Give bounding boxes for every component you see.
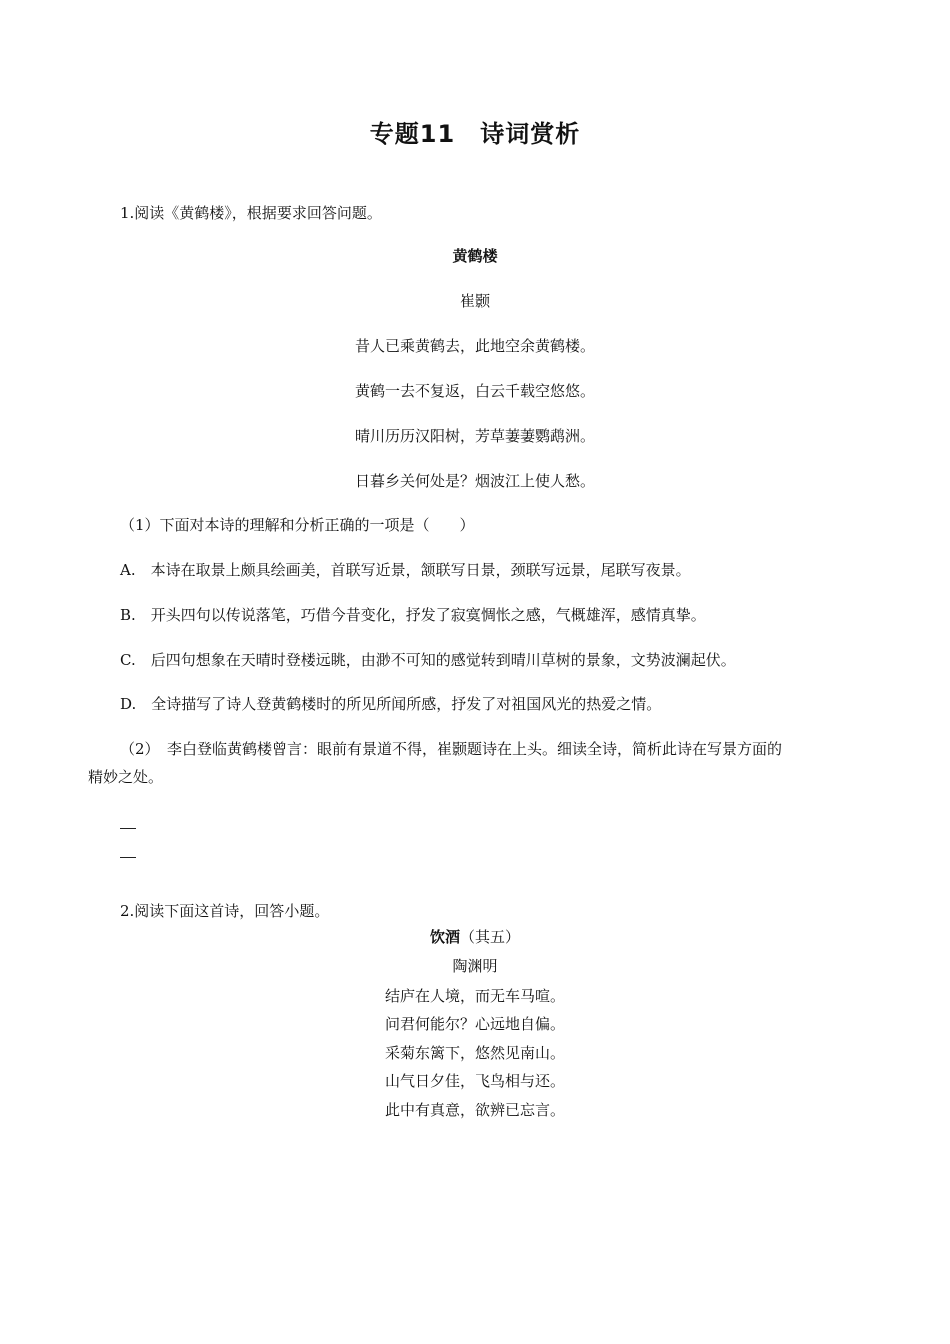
sub-question-2: （2） 李白登临黄鹤楼曾言：眼前有景道不得，崔颢题诗在上头。细读全诗，简析此诗在写景方面的 (120, 740, 783, 758)
option-b: B. 开头四句以传说落笔，巧借今昔变化，抒发了寂寞惆怅之感，气概雄浑，感情真挚。 (120, 606, 706, 624)
sub-question-1: （1）下面对本诗的理解和分析正确的一项是（ ） (120, 516, 475, 534)
poem-1-line: 晴川历历汉阳树，芳草萋萋鹦鹉洲。 (354, 427, 595, 445)
poem-1-author: 崔颢 (459, 292, 490, 310)
poem-2-author: 陶渊明 (452, 957, 498, 975)
poem-2-line: 此中有真意，欲辨已忘言。 (384, 1101, 565, 1119)
poem-2-line: 采菊东篱下，悠然见南山。 (384, 1044, 565, 1062)
poem-1-line: 黄鹤一去不复返，白云千载空悠悠。 (354, 382, 595, 400)
option-c: C. 后四句想象在天晴时登楼远眺，由渺不可知的感觉转到晴川草树的景象，文势波澜起伏。 (120, 651, 736, 669)
question-1-prompt: 1.阅读《黄鹤楼》，根据要求回答问题。 (120, 204, 382, 222)
option-d: D. 全诗描写了诗人登黄鹤楼时的所见所闻所感，抒发了对祖国风光的热爱之情。 (120, 695, 662, 713)
sub-question-2-cont: 精妙之处。 (88, 768, 164, 786)
poem-2-title-suffix: （其五） (460, 928, 521, 946)
poem-1-title: 黄鹤楼 (452, 247, 498, 265)
poem-2-title (0, 926, 950, 947)
answer-blank-line (120, 828, 136, 829)
poem-2-line: 山气日夕佳，飞鸟相与还。 (384, 1072, 565, 1090)
poem-2-line: 问君何能尔？心远地自偏。 (384, 1015, 565, 1033)
page-title: 专题11 诗词赏析 (369, 120, 581, 148)
poem-2-line: 结庐在人境，而无车马喧。 (384, 987, 565, 1005)
answer-blank-line (120, 857, 136, 858)
option-a: A. 本诗在取景上颇具绘画美，首联写近景，颔联写日景，颈联写远景，尾联写夜景。 (120, 561, 691, 579)
poem-1-line: 昔人已乘黄鹤去，此地空余黄鹤楼。 (354, 337, 595, 355)
question-2-prompt: 2.阅读下面这首诗，回答小题。 (120, 902, 330, 920)
poem-2-title-main: 饮酒 (429, 928, 460, 946)
poem-1-line: 日暮乡关何处是？烟波江上使人愁。 (354, 472, 595, 490)
